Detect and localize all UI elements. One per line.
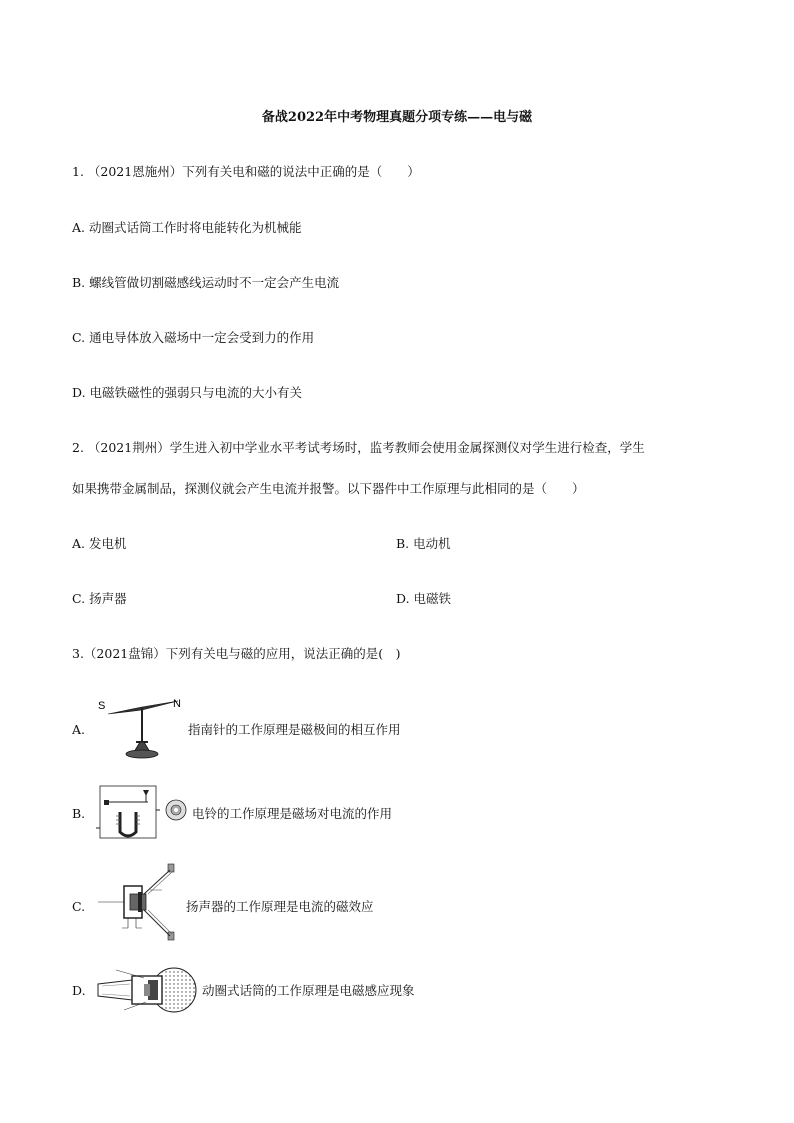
south-pole-label: S <box>98 700 106 712</box>
north-pole-label: N <box>173 698 181 710</box>
q3-option-b-text: 电铃的工作原理是磁场对电流的作用 <box>192 806 393 821</box>
q3-option-c-letter: C. <box>72 899 86 914</box>
q3-option-c-text: 扬声器的工作原理是电流的磁效应 <box>186 899 374 914</box>
q1-option-d: D. 电磁铁磁性的强弱只与电流的大小有关 <box>72 385 303 400</box>
q3-option-a-text: 指南针的工作原理是磁极间的相互作用 <box>188 722 401 737</box>
page-title: 备战2022年中考物理真题分项专练——电与磁 <box>261 110 533 125</box>
q3-option-a-letter: A. <box>72 722 86 737</box>
q2-stem-line2: 如果携带金属制品，探测仪就会产生电流并报警。以下器件中工作原理与此相同的是（ ） <box>72 481 585 496</box>
q1-option-b: B. 螺线管做切割磁感线运动时不一定会产生电流 <box>72 275 340 290</box>
dynamic-microphone-figure <box>96 966 200 1014</box>
compass-needle-figure <box>94 696 190 762</box>
q3-option-b-letter: B. <box>72 806 86 821</box>
q2-option-a: A. 发电机 <box>72 536 127 551</box>
q1-stem: 1. （2021恩施州）下列有关电和磁的说法中正确的是（ ） <box>72 164 420 179</box>
loudspeaker-figure <box>94 862 184 944</box>
q1-option-a: A. 动圈式话筒工作时将电能转化为机械能 <box>72 220 302 235</box>
electric-bell-figure <box>96 782 190 844</box>
q2-option-b: B. 电动机 <box>396 536 451 551</box>
q3-option-d-letter: D. <box>72 983 86 998</box>
q3-stem: 3.（2021盘锦）下列有关电与磁的应用，说法正确的是( ) <box>72 646 401 661</box>
q2-option-d: D. 电磁铁 <box>396 591 452 606</box>
q1-option-c: C. 通电导体放入磁场中一定会受到力的作用 <box>72 330 315 345</box>
q2-stem-line1: 2. （2021荆州）学生进入初中学业水平考试考场时，监考教师会使用金属探测仪对学生进行检查，学生 <box>72 440 645 455</box>
q2-option-c: C. 扬声器 <box>72 591 127 606</box>
q3-option-d-text: 动圈式话筒的工作原理是电磁感应现象 <box>202 983 415 998</box>
